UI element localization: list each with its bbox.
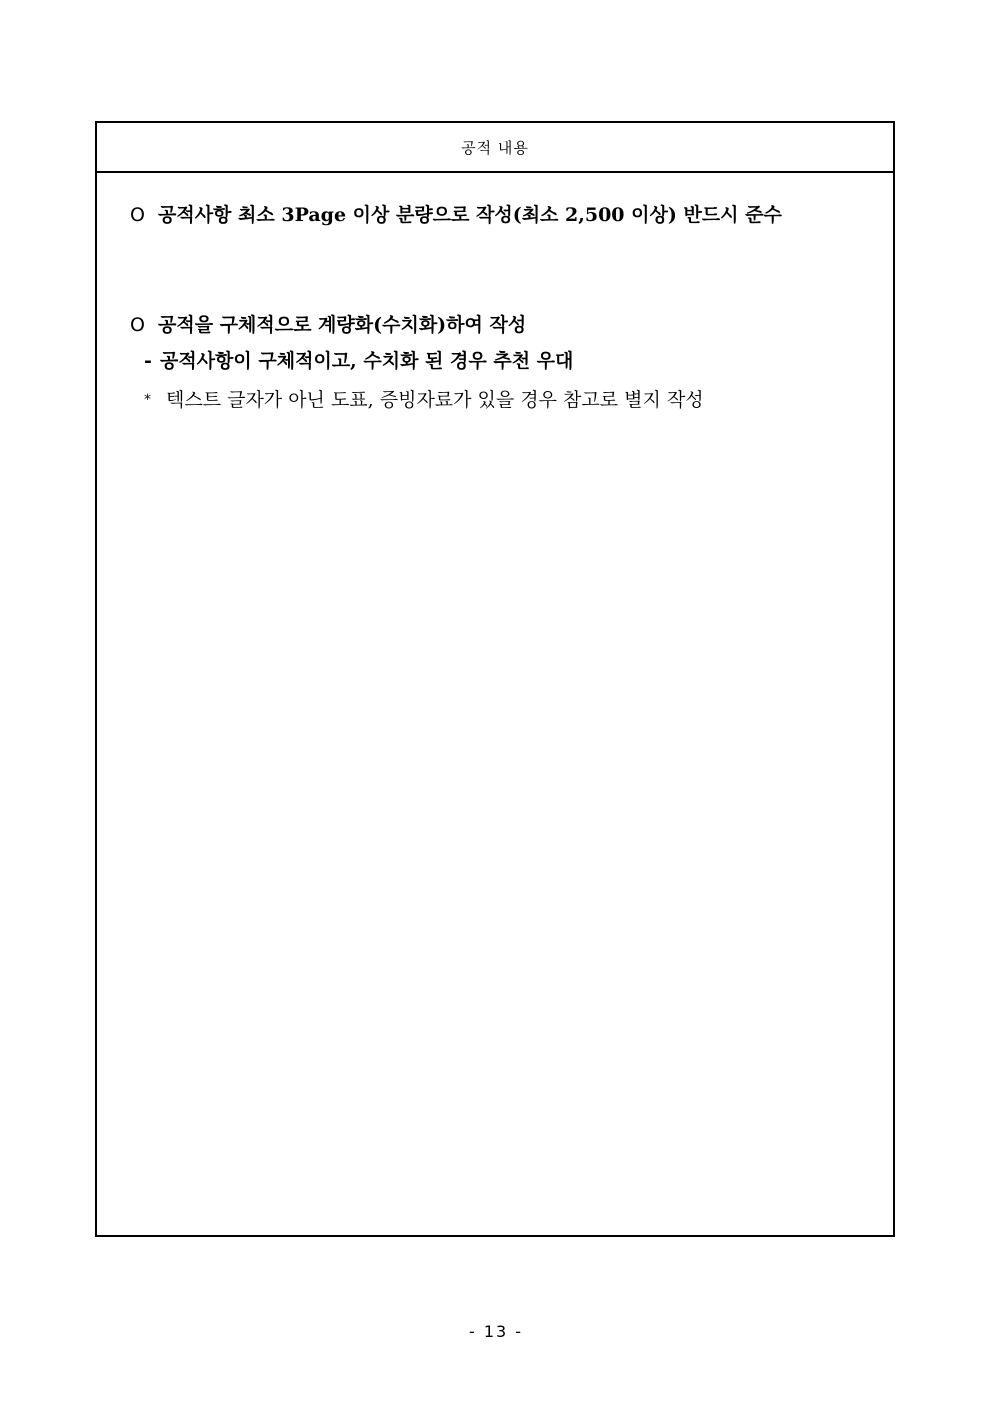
instruction-note [144,388,704,412]
form-header-title: 공적 내용 [461,138,529,157]
circle-bullet-icon: O [130,204,145,226]
form-body [97,173,893,1235]
circle-bullet-icon: O [130,314,145,336]
page-number: - 13 - [468,1322,524,1341]
instruction-item-2 [130,313,526,337]
instruction-text-1: 공적사항 최소 3Page 이상 분량으로 작성(최소 2,500 이상) 반드시 준수 [158,204,782,226]
instruction-text-2: 공적을 구체적으로 계량화(수치화)하여 작성 [158,314,527,336]
form-header [97,123,893,173]
achievement-form [95,121,895,1237]
instruction-subitem-1 [144,349,573,373]
instruction-text-3: 공적사항이 구체적이고, 수치화 된 경우 추천 우대 [160,350,574,372]
instruction-text-4: 텍스트 글자가 아닌 도표, 증빙자료가 있을 경우 참고로 별지 작성 [166,389,704,411]
dash-bullet-icon: - [144,350,152,372]
instruction-item-1 [130,203,782,227]
asterisk-bullet-icon: * [144,392,151,408]
